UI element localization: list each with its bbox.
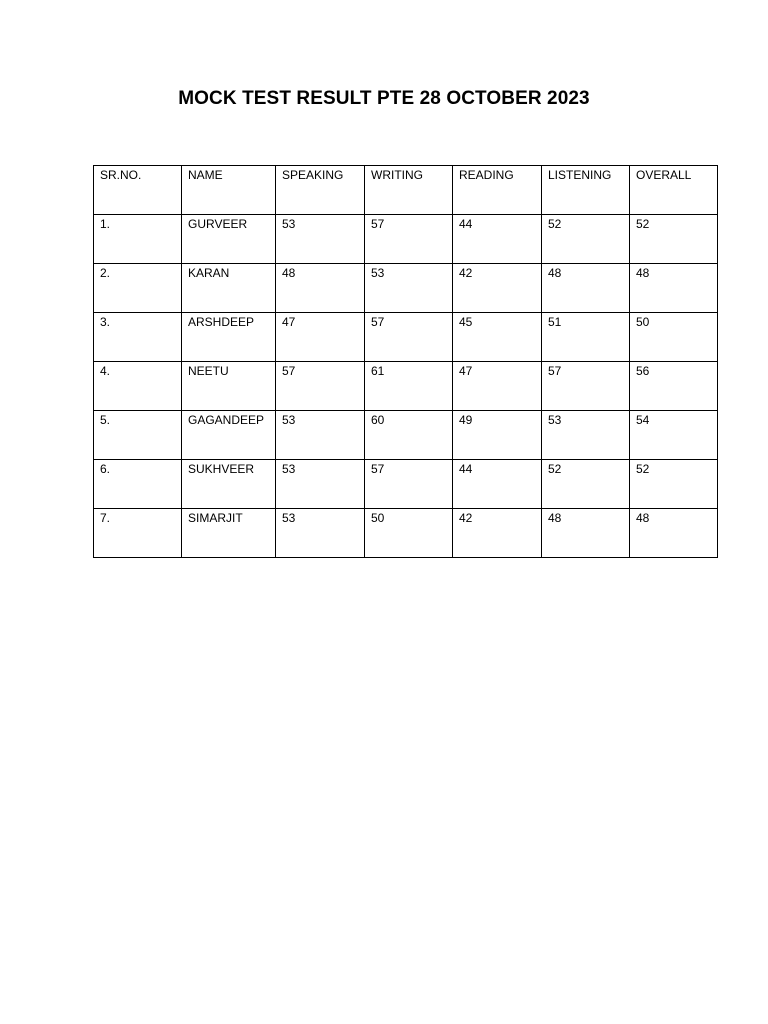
cell-sr-no: 3. [94, 313, 182, 362]
cell-writing: 60 [365, 411, 453, 460]
table-row [94, 313, 718, 362]
cell-overall: 50 [630, 313, 718, 362]
header-cell-reading: READING [453, 166, 542, 215]
cell-overall: 48 [630, 264, 718, 313]
cell-reading: 44 [453, 460, 542, 509]
cell-sr-no: 7. [94, 509, 182, 558]
cell-reading: 44 [453, 215, 542, 264]
table-row [94, 509, 718, 558]
table-row [94, 362, 718, 411]
header-cell-writing: WRITING [365, 166, 453, 215]
cell-writing: 57 [365, 460, 453, 509]
cell-name: GAGANDEEP [182, 411, 276, 460]
cell-reading: 42 [453, 264, 542, 313]
cell-sr-no: 4. [94, 362, 182, 411]
document-title: MOCK TEST RESULT PTE 28 OCTOBER 2023 [178, 88, 590, 109]
cell-listening: 48 [542, 264, 630, 313]
cell-reading: 47 [453, 362, 542, 411]
cell-writing: 61 [365, 362, 453, 411]
table-row [94, 460, 718, 509]
table-row [94, 264, 718, 313]
cell-speaking: 53 [276, 460, 365, 509]
cell-listening: 52 [542, 460, 630, 509]
cell-listening: 51 [542, 313, 630, 362]
cell-name: NEETU [182, 362, 276, 411]
cell-speaking: 48 [276, 264, 365, 313]
cell-listening: 48 [542, 509, 630, 558]
cell-writing: 57 [365, 215, 453, 264]
cell-sr-no: 5. [94, 411, 182, 460]
cell-name: GURVEER [182, 215, 276, 264]
cell-writing: 50 [365, 509, 453, 558]
cell-sr-no: 2. [94, 264, 182, 313]
cell-reading: 42 [453, 509, 542, 558]
header-cell-name: NAME [182, 166, 276, 215]
cell-speaking: 47 [276, 313, 365, 362]
results-table [93, 165, 718, 558]
cell-speaking: 57 [276, 362, 365, 411]
cell-listening: 57 [542, 362, 630, 411]
table-row [94, 215, 718, 264]
cell-speaking: 53 [276, 509, 365, 558]
header-cell-sr-no: SR.NO. [94, 166, 182, 215]
cell-name: KARAN [182, 264, 276, 313]
cell-speaking: 53 [276, 215, 365, 264]
cell-name: SUKHVEER [182, 460, 276, 509]
cell-listening: 53 [542, 411, 630, 460]
cell-overall: 48 [630, 509, 718, 558]
cell-overall: 52 [630, 460, 718, 509]
cell-name: SIMARJIT [182, 509, 276, 558]
cell-writing: 53 [365, 264, 453, 313]
cell-sr-no: 1. [94, 215, 182, 264]
table-header-row [94, 166, 718, 215]
cell-writing: 57 [365, 313, 453, 362]
cell-overall: 56 [630, 362, 718, 411]
header-cell-speaking: SPEAKING [276, 166, 365, 215]
cell-sr-no: 6. [94, 460, 182, 509]
cell-listening: 52 [542, 215, 630, 264]
table-row [94, 411, 718, 460]
header-cell-overall: OVERALL [630, 166, 718, 215]
cell-speaking: 53 [276, 411, 365, 460]
cell-overall: 54 [630, 411, 718, 460]
header-cell-listening: LISTENING [542, 166, 630, 215]
cell-name: ARSHDEEP [182, 313, 276, 362]
cell-reading: 45 [453, 313, 542, 362]
cell-reading: 49 [453, 411, 542, 460]
cell-overall: 52 [630, 215, 718, 264]
